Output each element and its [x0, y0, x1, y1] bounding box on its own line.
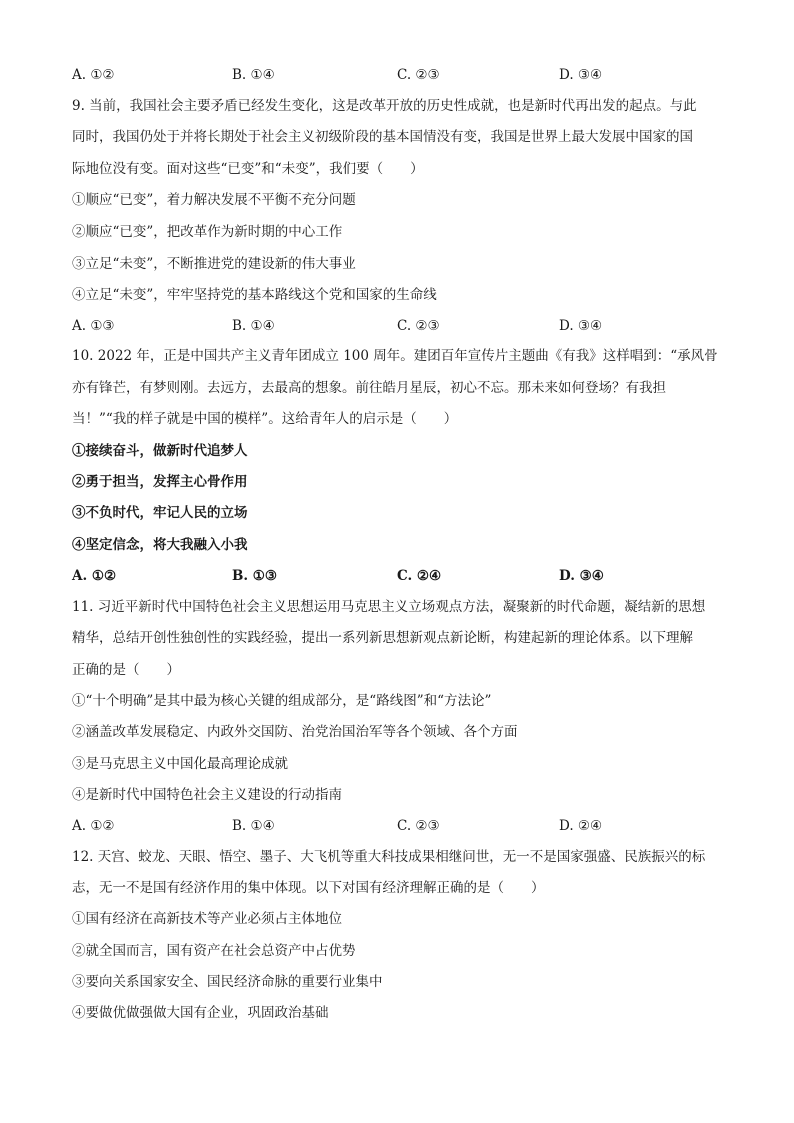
q9-item-3: ③立足“未变”，不断推进党的建设新的伟大事业	[72, 256, 356, 272]
q10-item-3: ③不负时代，牢记人民的立场	[72, 505, 248, 521]
q9-item-4: ④立足“未变”，牢牢坚持党的基本路线这个党和国家的生命线	[72, 287, 437, 303]
q10-option-d[interactable]: D. ③④	[559, 568, 604, 584]
q9-item-2: ②顺应“已变”，把改革作为新时期的中心工作	[72, 224, 343, 240]
q12-stem-line-1: 12. 天宫、蛟龙、天眼、悟空、墨子、大飞机等重大科技成果相继问世，无一不是国家强盛、民族振兴的标	[72, 849, 706, 865]
q11-option-a[interactable]: A. ①②	[72, 818, 115, 834]
q9-stem-line-1: 9. 当前，我国社会主要矛盾已经发生变化，这是改革开放的历史性成就，也是新时代再出发的起点。与此	[72, 98, 697, 114]
q9-stem-line-3: 际地位没有变。面对这些“已变”和“未变”，我们要（ ）	[72, 161, 424, 177]
q9-option-d[interactable]: D. ③④	[559, 318, 603, 334]
q11-option-b[interactable]: B. ①④	[232, 818, 275, 834]
q12-item-4: ④要做优做强做大国有企业，巩固政治基础	[72, 1005, 329, 1021]
q11-item-3: ③是马克思主义中国化最高理论成就	[72, 756, 288, 772]
q12-item-1: ①国有经济在高新技术等产业必须占主体地位	[72, 911, 342, 927]
q11-options	[72, 816, 732, 836]
q9-stem-line-2: 同时，我国仍处于并将长期处于社会主义初级阶段的基本国情没有变，我国是世界上最大发展中国家的国	[72, 129, 693, 145]
q8-option-a[interactable]: A. ①②	[72, 67, 115, 83]
q9-option-a[interactable]: A. ①③	[72, 318, 115, 334]
q10-option-c[interactable]: C. ②④	[397, 568, 442, 584]
q11-stem-line-3: 正确的是（ ）	[72, 662, 180, 678]
q10-option-b[interactable]: B. ①③	[232, 568, 278, 584]
q11-option-c[interactable]: C. ②③	[397, 818, 440, 834]
q11-item-2: ②涵盖改革发展稳定、内政外交国防、治党治国治军等各个领域、各个方面	[72, 724, 518, 740]
q12-item-2: ②就全国而言，国有资产在社会总资产中占优势	[72, 943, 356, 959]
q11-item-4: ④是新时代中国特色社会主义建设的行动指南	[72, 787, 342, 803]
q11-item-1: ①“十个明确”是其中最为核心关键的组成部分，是“路线图”和“方法论”	[72, 693, 492, 709]
q10-item-2: ②勇于担当，发挥主心骨作用	[72, 474, 248, 490]
q9-option-c[interactable]: C. ②③	[397, 318, 440, 334]
q9-item-1: ①顺应“已变”，着力解决发展不平衡不充分问题	[72, 192, 356, 208]
q9-options	[72, 316, 732, 336]
q11-stem-line-1: 11. 习近平新时代中国特色社会主义思想运用马克思主义立场观点方法，凝聚新的时代命题，凝结新的思想	[72, 599, 706, 615]
q10-item-1: ①接续奋斗，做新时代追梦人	[72, 443, 248, 459]
q10-option-a[interactable]: A. ①②	[72, 568, 117, 584]
q8-option-c[interactable]: C. ②③	[397, 67, 440, 83]
q12-stem-line-2: 志，无一不是国有经济作用的集中体现。以下对国有经济理解正确的是（ ）	[72, 880, 545, 896]
q11-stem-line-2: 精华，总结开创性独创性的实践经验，提出一系列新思想新观点新论断，构建起新的理论体系。以下理解	[72, 630, 693, 646]
q8-option-b[interactable]: B. ①④	[232, 67, 275, 83]
q10-item-4: ④坚定信念，将大我融入小我	[72, 537, 248, 553]
q11-option-d[interactable]: D. ②④	[559, 818, 603, 834]
q8-option-d[interactable]: D. ③④	[559, 67, 603, 83]
q10-options	[72, 566, 732, 586]
q10-stem-line-1: 10. 2022 年，正是中国共产主义青年团成立 100 周年。建团百年宣传片主题曲《有我》这样唱到：“承风骨	[72, 348, 718, 364]
q9-option-b[interactable]: B. ①④	[232, 318, 275, 334]
q10-stem-line-3: 当！”“我的样子就是中国的模样”。这给青年人的启示是（ ）	[72, 411, 458, 427]
q8-options	[72, 65, 732, 85]
q10-stem-line-2: 亦有锋芒，有梦则刚。去远方，去最高的想象。前往皓月星辰，初心不忘。那未来如何登场？有我担	[72, 380, 666, 396]
q12-item-3: ③要向关系国家安全、国民经济命脉的重要行业集中	[72, 974, 383, 990]
